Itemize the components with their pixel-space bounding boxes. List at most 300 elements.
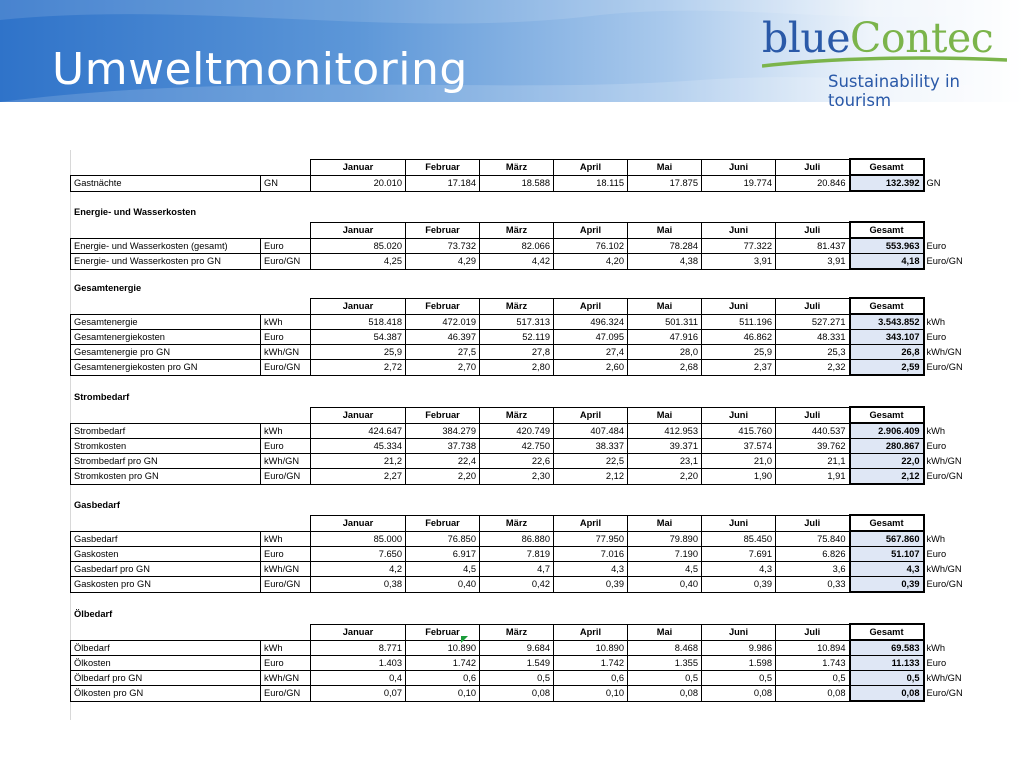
unit-suffix-cell[interactable]: Euro/GN xyxy=(926,579,963,590)
column-header: Januar xyxy=(311,515,406,531)
table-row xyxy=(71,314,974,330)
value-cell[interactable]: 7.691 xyxy=(702,547,776,562)
column-header: Juli xyxy=(776,624,850,640)
logo-wordmark xyxy=(762,14,993,62)
section-title: Gesamtenergie xyxy=(74,283,142,293)
value-cell[interactable]: 0,5 xyxy=(628,671,702,686)
total-cell[interactable]: 132.392 xyxy=(850,175,924,191)
row-label-cell[interactable]: Gastnächte xyxy=(71,175,261,191)
value-cell[interactable]: 6.917 xyxy=(406,547,480,562)
unit-suffix-cell[interactable]: kWh/GN xyxy=(926,456,962,466)
value-cell[interactable]: 0,4 xyxy=(311,671,406,686)
section-title: Strombedarf xyxy=(74,392,130,402)
unit-suffix-cell[interactable]: kWh/GN xyxy=(926,347,962,357)
total-cell[interactable]: 343.107 xyxy=(850,330,924,345)
column-header: Februar xyxy=(406,159,480,175)
section-table xyxy=(70,221,974,270)
value-cell[interactable]: 517.313 xyxy=(480,314,554,330)
value-cell[interactable]: 2,60 xyxy=(554,360,628,376)
column-header: Mai xyxy=(628,515,702,531)
unit-suffix-cell[interactable]: kWh/GN xyxy=(926,673,962,683)
value-cell[interactable]: 0,08 xyxy=(702,686,776,702)
value-cell[interactable]: 415.760 xyxy=(702,423,776,439)
value-cell[interactable]: 4,2 xyxy=(311,562,406,577)
header-spacer xyxy=(261,159,311,175)
unit-cell[interactable]: kWh xyxy=(261,531,311,547)
value-cell[interactable]: 22,5 xyxy=(554,454,628,469)
value-cell[interactable]: 527.271 xyxy=(776,314,850,330)
unit-cell[interactable]: kWh xyxy=(261,423,311,439)
value-cell[interactable]: 2,68 xyxy=(628,360,702,376)
unit-cell[interactable]: kWh xyxy=(261,640,311,656)
value-cell[interactable]: 0,40 xyxy=(628,577,702,593)
row-label-cell[interactable]: Gesamtenergie pro GN xyxy=(71,345,261,360)
value-cell[interactable]: 81.437 xyxy=(776,238,850,254)
value-cell[interactable]: 82.066 xyxy=(480,238,554,254)
value-cell[interactable]: 420.749 xyxy=(480,423,554,439)
value-cell[interactable]: 21,0 xyxy=(702,454,776,469)
column-header: April xyxy=(554,624,628,640)
header-spacer xyxy=(261,515,311,531)
value-cell[interactable]: 496.324 xyxy=(554,314,628,330)
total-cell[interactable]: 0,39 xyxy=(850,577,924,593)
column-header: Gesamt xyxy=(850,407,924,423)
total-cell[interactable]: 22,0 xyxy=(850,454,924,469)
total-cell[interactable]: 4,18 xyxy=(850,254,924,270)
table-row xyxy=(71,254,974,270)
cell-comment-marker xyxy=(461,636,468,643)
total-cell[interactable]: 280.867 xyxy=(850,439,924,454)
column-header: Juli xyxy=(776,407,850,423)
unit-cell[interactable]: Euro/GN xyxy=(261,360,311,376)
row-label-cell[interactable]: Ölbedarf xyxy=(71,640,261,656)
bluecontec-logo xyxy=(762,14,1012,110)
column-header: Juli xyxy=(776,298,850,314)
value-cell[interactable]: 17.875 xyxy=(628,175,702,191)
value-cell[interactable]: 20.846 xyxy=(776,175,850,191)
table-row xyxy=(71,686,974,702)
unit-suffix-cell[interactable]: GN xyxy=(926,178,941,188)
unit-cell[interactable]: Euro/GN xyxy=(261,469,311,485)
value-cell[interactable]: 0,08 xyxy=(776,686,850,702)
header-spacer xyxy=(71,222,261,238)
value-cell[interactable]: 76.102 xyxy=(554,238,628,254)
column-header: Januar xyxy=(311,159,406,175)
logo-word-part1: blue xyxy=(762,14,851,62)
row-label-cell[interactable]: Energie- und Wasserkosten (gesamt) xyxy=(71,238,261,254)
value-cell[interactable]: 21,1 xyxy=(776,454,850,469)
value-cell[interactable]: 0,5 xyxy=(776,671,850,686)
table-row xyxy=(71,640,974,656)
value-cell[interactable]: 23,1 xyxy=(628,454,702,469)
value-cell[interactable]: 1.598 xyxy=(702,656,776,671)
value-cell[interactable]: 9.986 xyxy=(702,640,776,656)
total-cell[interactable]: 0,08 xyxy=(850,686,924,702)
total-cell[interactable]: 0,5 xyxy=(850,671,924,686)
value-cell[interactable]: 39.371 xyxy=(628,439,702,454)
value-cell[interactable]: 6.826 xyxy=(776,547,850,562)
unit-cell[interactable]: kWh xyxy=(261,314,311,330)
value-cell[interactable]: 7.190 xyxy=(628,547,702,562)
value-cell[interactable]: 511.196 xyxy=(702,314,776,330)
unit-suffix-cell[interactable]: kWh xyxy=(926,316,946,327)
unit-suffix-cell[interactable]: Euro xyxy=(926,549,947,559)
value-cell[interactable]: 10.890 xyxy=(554,640,628,656)
total-cell[interactable]: 2,59 xyxy=(850,360,924,376)
column-header: Juni xyxy=(702,222,776,238)
column-header: März xyxy=(480,624,554,640)
header-spacer xyxy=(71,515,261,531)
unit-suffix-cell[interactable]: Euro xyxy=(926,332,947,342)
page-title: Umweltmonitoring xyxy=(52,44,468,95)
value-cell[interactable]: 2,20 xyxy=(628,469,702,485)
value-cell[interactable]: 73.732 xyxy=(406,238,480,254)
value-cell[interactable]: 0,42 xyxy=(480,577,554,593)
unit-cell[interactable]: kWh/GN xyxy=(261,454,311,469)
value-cell[interactable]: 7.016 xyxy=(554,547,628,562)
value-cell[interactable]: 4,42 xyxy=(480,254,554,270)
value-cell[interactable]: 4,7 xyxy=(480,562,554,577)
value-cell[interactable]: 85.000 xyxy=(311,531,406,547)
total-cell[interactable]: 4,3 xyxy=(850,562,924,577)
value-cell[interactable]: 4,38 xyxy=(628,254,702,270)
value-cell[interactable]: 20.010 xyxy=(311,175,406,191)
unit-suffix-cell[interactable]: kWh xyxy=(926,425,946,436)
value-cell[interactable]: 18.588 xyxy=(480,175,554,191)
value-cell[interactable]: 28,0 xyxy=(628,345,702,360)
value-cell[interactable]: 86.880 xyxy=(480,531,554,547)
header-spacer xyxy=(261,624,311,640)
table-row xyxy=(71,345,974,360)
value-cell[interactable]: 4,5 xyxy=(628,562,702,577)
value-cell[interactable]: 0,40 xyxy=(406,577,480,593)
value-cell[interactable]: 7.819 xyxy=(480,547,554,562)
value-cell[interactable]: 1,90 xyxy=(702,469,776,485)
column-header: April xyxy=(554,222,628,238)
value-cell[interactable]: 2,20 xyxy=(406,469,480,485)
value-cell[interactable]: 412.953 xyxy=(628,423,702,439)
value-cell[interactable]: 22,4 xyxy=(406,454,480,469)
value-cell[interactable]: 10.894 xyxy=(776,640,850,656)
value-cell[interactable]: 48.331 xyxy=(776,330,850,345)
value-cell[interactable]: 45.334 xyxy=(311,439,406,454)
column-header: Juni xyxy=(702,624,776,640)
header-spacer xyxy=(71,407,261,423)
value-cell[interactable]: 9.684 xyxy=(480,640,554,656)
column-header: Juli xyxy=(776,159,850,175)
value-cell[interactable]: 27,4 xyxy=(554,345,628,360)
value-cell[interactable]: 10.890 xyxy=(406,640,480,656)
unit-suffix-cell[interactable]: Euro/GN xyxy=(926,471,963,482)
value-cell[interactable]: 0,39 xyxy=(554,577,628,593)
value-cell[interactable]: 440.537 xyxy=(776,423,850,439)
value-cell[interactable]: 4,20 xyxy=(554,254,628,270)
value-cell[interactable]: 1.742 xyxy=(406,656,480,671)
total-cell[interactable]: 11.133 xyxy=(850,656,924,671)
column-header: Februar xyxy=(406,222,480,238)
section-title: Ölbedarf xyxy=(74,609,113,619)
column-header: Januar xyxy=(311,222,406,238)
unit-suffix-cell[interactable]: Euro xyxy=(926,240,947,251)
value-cell[interactable]: 0,07 xyxy=(311,686,406,702)
unit-suffix-cell[interactable]: kWh xyxy=(926,642,946,653)
value-cell[interactable]: 0,39 xyxy=(702,577,776,593)
column-header: Juni xyxy=(702,159,776,175)
section-table xyxy=(70,514,974,593)
column-header: Juni xyxy=(702,515,776,531)
row-label-cell[interactable]: Gesamtenergie xyxy=(71,314,261,330)
value-cell[interactable]: 0,6 xyxy=(406,671,480,686)
value-cell[interactable]: 407.484 xyxy=(554,423,628,439)
unit-suffix-cell[interactable]: Euro xyxy=(926,441,947,451)
value-cell[interactable]: 472.019 xyxy=(406,314,480,330)
column-header: Gesamt xyxy=(850,298,924,314)
unit-cell[interactable]: Euro xyxy=(261,330,311,345)
section-table xyxy=(70,297,974,376)
total-cell[interactable]: 26,8 xyxy=(850,345,924,360)
total-cell[interactable]: 51.107 xyxy=(850,547,924,562)
table-row xyxy=(71,439,974,454)
unit-cell[interactable]: Euro xyxy=(261,656,311,671)
value-cell[interactable]: 501.311 xyxy=(628,314,702,330)
value-cell[interactable]: 2,72 xyxy=(311,360,406,376)
unit-suffix-cell[interactable]: kWh xyxy=(926,533,946,544)
column-header: Juli xyxy=(776,222,850,238)
unit-suffix-cell[interactable]: Euro/GN xyxy=(926,362,963,373)
section-title: Gasbedarf xyxy=(74,500,120,510)
value-cell[interactable]: 0,5 xyxy=(702,671,776,686)
value-cell[interactable]: 3,6 xyxy=(776,562,850,577)
value-cell[interactable]: 4,3 xyxy=(702,562,776,577)
row-label-cell[interactable]: Stromkosten xyxy=(71,439,261,454)
value-cell[interactable]: 27,8 xyxy=(480,345,554,360)
unit-cell[interactable]: Euro xyxy=(261,238,311,254)
column-header: Februar xyxy=(406,515,480,531)
value-cell[interactable]: 77.950 xyxy=(554,531,628,547)
column-header: Februar xyxy=(406,407,480,423)
unit-cell[interactable]: Euro xyxy=(261,547,311,562)
table-row xyxy=(71,547,974,562)
column-header: Januar xyxy=(311,298,406,314)
row-label-cell[interactable]: Strombedarf xyxy=(71,423,261,439)
total-cell[interactable]: 3.543.852 xyxy=(850,314,924,330)
table-row xyxy=(71,671,974,686)
table-row xyxy=(71,531,974,547)
total-cell[interactable]: 2.906.409 xyxy=(850,423,924,439)
value-cell[interactable]: 518.418 xyxy=(311,314,406,330)
value-cell[interactable]: 1,91 xyxy=(776,469,850,485)
header-spacer xyxy=(924,298,974,314)
value-cell[interactable]: 85.450 xyxy=(702,531,776,547)
value-cell[interactable]: 25,9 xyxy=(702,345,776,360)
value-cell[interactable]: 0,08 xyxy=(480,686,554,702)
unit-cell[interactable]: kWh/GN xyxy=(261,562,311,577)
table-row xyxy=(71,656,974,671)
value-cell[interactable]: 46.862 xyxy=(702,330,776,345)
value-cell[interactable]: 39.762 xyxy=(776,439,850,454)
value-cell[interactable]: 0,08 xyxy=(628,686,702,702)
section-table xyxy=(70,158,974,192)
value-cell[interactable]: 27,5 xyxy=(406,345,480,360)
total-cell[interactable]: 567.860 xyxy=(850,531,924,547)
value-cell[interactable]: 52.119 xyxy=(480,330,554,345)
value-cell[interactable]: 0,5 xyxy=(480,671,554,686)
value-cell[interactable]: 18.115 xyxy=(554,175,628,191)
table-row xyxy=(71,330,974,345)
value-cell[interactable]: 8.771 xyxy=(311,640,406,656)
value-cell[interactable]: 2,12 xyxy=(554,469,628,485)
value-cell[interactable]: 4,3 xyxy=(554,562,628,577)
column-header: Februar xyxy=(406,624,480,640)
section-title: Energie- und Wasserkosten xyxy=(74,207,197,217)
column-header: Februar xyxy=(406,298,480,314)
header-spacer xyxy=(261,222,311,238)
row-label-cell[interactable]: Gasbedarf xyxy=(71,531,261,547)
value-cell[interactable]: 1.742 xyxy=(554,656,628,671)
value-cell[interactable]: 79.890 xyxy=(628,531,702,547)
unit-suffix-cell[interactable]: Euro/GN xyxy=(926,256,963,267)
table-row xyxy=(71,175,974,191)
value-cell[interactable]: 77.322 xyxy=(702,238,776,254)
row-label-cell[interactable]: Gasbedarf pro GN xyxy=(71,562,261,577)
row-label-cell[interactable]: Stromkosten pro GN xyxy=(71,469,261,485)
column-header: Januar xyxy=(311,624,406,640)
value-cell[interactable]: 2,27 xyxy=(311,469,406,485)
value-cell[interactable]: 424.647 xyxy=(311,423,406,439)
unit-cell[interactable]: GN xyxy=(261,175,311,191)
value-cell[interactable]: 3,91 xyxy=(702,254,776,270)
column-header: Gesamt xyxy=(850,515,924,531)
value-cell[interactable]: 1.743 xyxy=(776,656,850,671)
value-cell[interactable]: 3,91 xyxy=(776,254,850,270)
row-label-cell[interactable]: Gesamtenergiekosten xyxy=(71,330,261,345)
value-cell[interactable]: 76.850 xyxy=(406,531,480,547)
column-header: Mai xyxy=(628,159,702,175)
column-header: Juli xyxy=(776,515,850,531)
header-spacer xyxy=(71,159,261,175)
value-cell[interactable]: 47.916 xyxy=(628,330,702,345)
row-label-cell[interactable]: Gaskosten pro GN xyxy=(71,577,261,593)
table-row xyxy=(71,423,974,439)
unit-cell[interactable]: kWh/GN xyxy=(261,671,311,686)
value-cell[interactable]: 8.468 xyxy=(628,640,702,656)
section-table xyxy=(70,406,974,485)
header-spacer xyxy=(924,159,974,175)
unit-suffix-cell[interactable]: Euro xyxy=(926,658,947,668)
value-cell[interactable]: 7.650 xyxy=(311,547,406,562)
column-header: März xyxy=(480,159,554,175)
header-spacer xyxy=(71,624,261,640)
value-cell[interactable]: 47.095 xyxy=(554,330,628,345)
value-cell[interactable]: 85.020 xyxy=(311,238,406,254)
value-cell[interactable]: 2,30 xyxy=(480,469,554,485)
unit-cell[interactable]: Euro/GN xyxy=(261,577,311,593)
total-cell[interactable]: 2,12 xyxy=(850,469,924,485)
value-cell[interactable]: 384.279 xyxy=(406,423,480,439)
value-cell[interactable]: 1.355 xyxy=(628,656,702,671)
value-cell[interactable]: 46.397 xyxy=(406,330,480,345)
column-header: Mai xyxy=(628,222,702,238)
unit-cell[interactable]: kWh/GN xyxy=(261,345,311,360)
row-label-cell[interactable]: Ölkosten xyxy=(71,656,261,671)
table-row xyxy=(71,562,974,577)
unit-cell[interactable]: Euro xyxy=(261,439,311,454)
column-header: März xyxy=(480,222,554,238)
value-cell[interactable]: 1.549 xyxy=(480,656,554,671)
value-cell[interactable]: 4,29 xyxy=(406,254,480,270)
value-cell[interactable]: 37.738 xyxy=(406,439,480,454)
column-header: Juni xyxy=(702,407,776,423)
value-cell[interactable]: 2,70 xyxy=(406,360,480,376)
value-cell[interactable]: 22,6 xyxy=(480,454,554,469)
value-cell[interactable]: 2,37 xyxy=(702,360,776,376)
value-cell[interactable]: 2,80 xyxy=(480,360,554,376)
column-header: Gesamt xyxy=(850,624,924,640)
unit-suffix-cell[interactable]: Euro/GN xyxy=(926,688,963,699)
value-cell[interactable]: 2,32 xyxy=(776,360,850,376)
column-header: Mai xyxy=(628,298,702,314)
value-cell[interactable]: 0,10 xyxy=(554,686,628,702)
value-cell[interactable]: 78.284 xyxy=(628,238,702,254)
unit-suffix-cell[interactable]: kWh/GN xyxy=(926,564,962,574)
value-cell[interactable]: 19.774 xyxy=(702,175,776,191)
column-header: Mai xyxy=(628,407,702,423)
table-row xyxy=(71,469,974,485)
logo-swoosh xyxy=(762,56,1007,70)
header-spacer xyxy=(71,298,261,314)
value-cell[interactable]: 0,33 xyxy=(776,577,850,593)
logo-tagline: Sustainability in tourism xyxy=(828,72,961,110)
value-cell[interactable]: 1.403 xyxy=(311,656,406,671)
value-cell[interactable]: 0,38 xyxy=(311,577,406,593)
value-cell[interactable]: 75.840 xyxy=(776,531,850,547)
value-cell[interactable]: 0,6 xyxy=(554,671,628,686)
row-label-cell[interactable]: Ölkosten pro GN xyxy=(71,686,261,702)
unit-cell[interactable]: Euro/GN xyxy=(261,686,311,702)
unit-cell[interactable]: Euro/GN xyxy=(261,254,311,270)
column-header: April xyxy=(554,515,628,531)
value-cell[interactable]: 25,9 xyxy=(311,345,406,360)
row-label-cell[interactable]: Gesamtenergiekosten pro GN xyxy=(71,360,261,376)
total-cell[interactable]: 69.583 xyxy=(850,640,924,656)
table-row xyxy=(71,360,974,376)
header-spacer xyxy=(924,515,974,531)
column-header: April xyxy=(554,407,628,423)
column-header: März xyxy=(480,515,554,531)
value-cell[interactable]: 38.337 xyxy=(554,439,628,454)
value-cell[interactable]: 4,25 xyxy=(311,254,406,270)
column-header: Gesamt xyxy=(850,159,924,175)
value-cell[interactable]: 21,2 xyxy=(311,454,406,469)
value-cell[interactable]: 37.574 xyxy=(702,439,776,454)
row-label-cell[interactable]: Ölbedarf pro GN xyxy=(71,671,261,686)
value-cell[interactable]: 4,5 xyxy=(406,562,480,577)
column-header: März xyxy=(480,298,554,314)
section-table xyxy=(70,623,974,702)
column-header: April xyxy=(554,298,628,314)
column-header: Mai xyxy=(628,624,702,640)
value-cell[interactable]: 0,10 xyxy=(406,686,480,702)
value-cell[interactable]: 54.387 xyxy=(311,330,406,345)
value-cell[interactable]: 42.750 xyxy=(480,439,554,454)
row-label-cell[interactable]: Energie- und Wasserkosten pro GN xyxy=(71,254,261,270)
total-cell[interactable]: 553.963 xyxy=(850,238,924,254)
row-label-cell[interactable]: Strombedarf pro GN xyxy=(71,454,261,469)
row-label-cell[interactable]: Gaskosten xyxy=(71,547,261,562)
logo-word-part2: Contec xyxy=(850,14,994,62)
value-cell[interactable]: 25,3 xyxy=(776,345,850,360)
value-cell[interactable]: 17.184 xyxy=(406,175,480,191)
